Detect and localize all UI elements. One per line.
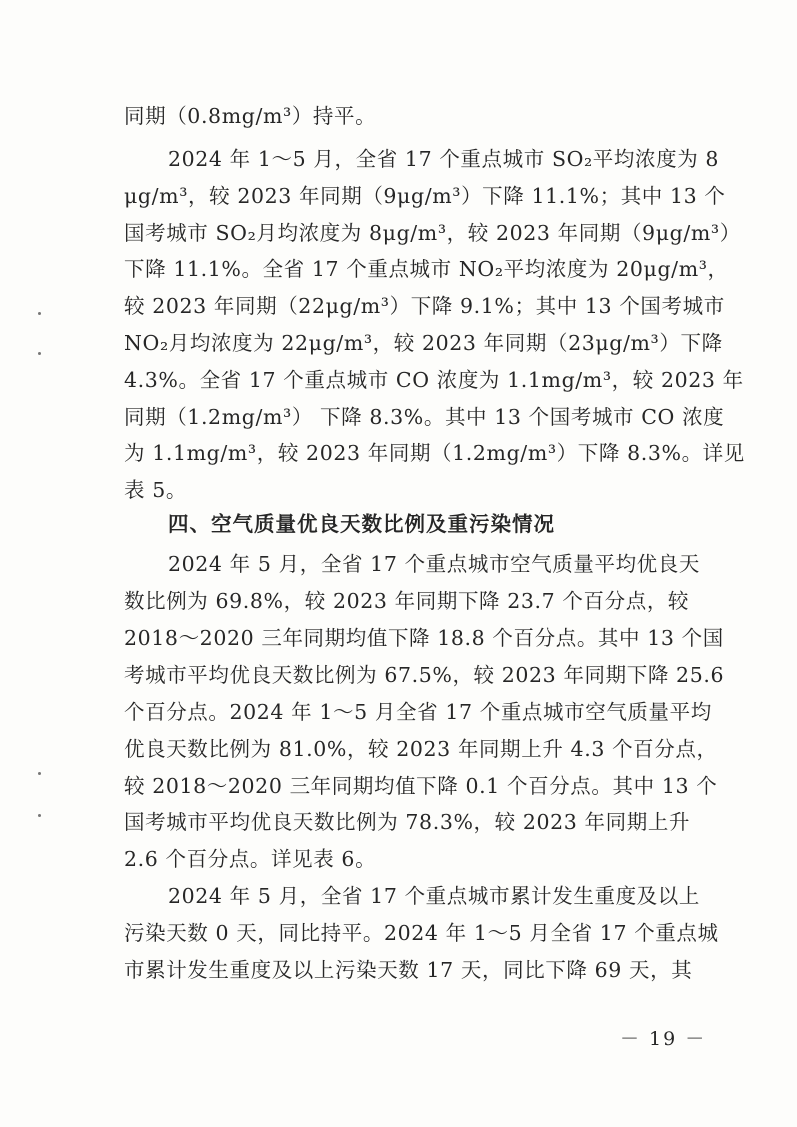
page-number: － 19 － (620, 1028, 707, 1050)
paragraph-line: 优良天数比例为 81.0%，较 2023 年同期上升 4.3 个百分点， (124, 737, 718, 761)
paragraph-line: 4.3%。全省 17 个重点城市 CO 浓度为 1.1mg/m³，较 2023 年 (124, 368, 744, 392)
paragraph-line: 2018～2020 三年同期均值下降 18.8 个百分点。其中 13 个国 (124, 626, 724, 650)
paragraph-line: 市累计发生重度及以上污染天数 17 天，同比下降 69 天，其 (124, 958, 693, 982)
paragraph-line: 个百分点。2024 年 1～5 月全省 17 个重点城市空气质量平均 (124, 700, 712, 724)
paragraph-line: 2024 年 5 月，全省 17 个重点城市累计发生重度及以上 (168, 884, 700, 908)
paragraph-line: 表 5。 (124, 478, 187, 502)
section-heading: 四、空气质量优良天数比例及重污染情况 (168, 512, 555, 536)
paragraph-line: 下降 11.1%。全省 17 个重点城市 NO₂平均浓度为 20μg/m³， (124, 257, 729, 281)
paragraph-line: 为 1.1mg/m³，较 2023 年同期（1.2mg/m³）下降 8.3%。详见 (124, 441, 745, 465)
binding-hole-mark (38, 814, 41, 817)
paragraph-line: 污染天数 0 天，同比持平。2024 年 1～5 月全省 17 个重点城 (124, 921, 719, 945)
paragraph-line: NO₂月均浓度为 22μg/m³，较 2023 年同期（23μg/m³）下降 (124, 331, 723, 355)
paragraph-line: 较 2023 年同期（22μg/m³）下降 9.1%；其中 13 个国考城市 (124, 294, 725, 318)
paragraph-line: 同期（0.8mg/m³）持平。 (124, 104, 377, 128)
paragraph-line: 2024 年 5 月，全省 17 个重点城市空气质量平均优良天 (168, 552, 700, 576)
paragraph-line: μg/m³，较 2023 年同期（9μg/m³）下降 11.1%；其中 13 个 (124, 184, 726, 208)
paragraph-line: 数比例为 69.8%，较 2023 年同期下降 23.7 个百分点，较 (124, 589, 690, 613)
paragraph-line: 国考城市平均优良天数比例为 78.3%，较 2023 年同期上升 (124, 810, 691, 834)
paragraph-line: 2024 年 1～5 月，全省 17 个重点城市 SO₂平均浓度为 8 (168, 147, 720, 171)
paragraph-line: 较 2018～2020 三年同期均值下降 0.1 个百分点。其中 13 个 (124, 774, 718, 798)
paragraph-line: 2.6 个百分点。详见表 6。 (124, 847, 377, 871)
paragraph-line: 同期（1.2mg/m³） 下降 8.3%。其中 13 个国考城市 CO 浓度 (124, 405, 725, 429)
paragraph-line: 国考城市 SO₂月均浓度为 8μg/m³，较 2023 年同期（9μg/m³） (124, 221, 741, 245)
binding-hole-mark (38, 312, 41, 315)
binding-hole-mark (38, 772, 41, 775)
binding-hole-mark (38, 352, 41, 355)
paragraph-line: 考城市平均优良天数比例为 67.5%，较 2023 年同期下降 25.6 (124, 663, 725, 687)
